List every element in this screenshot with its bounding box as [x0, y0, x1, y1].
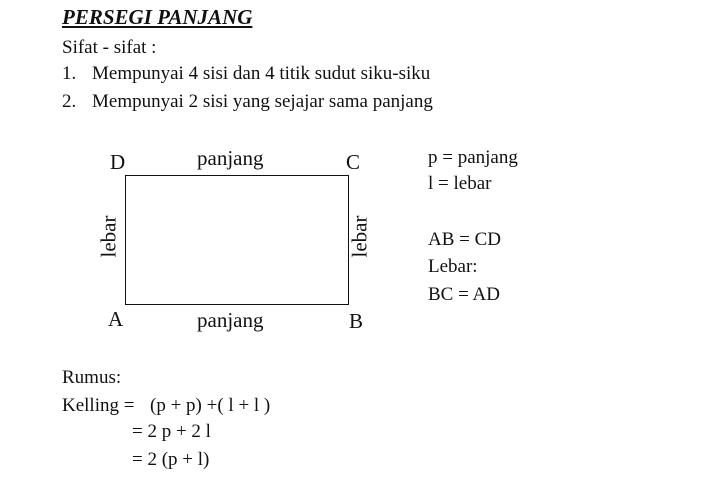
corner-label-b: B [349, 309, 364, 333]
corner-label-d: D [110, 150, 126, 174]
property-text: Mempunyai 2 sisi yang sejajar sama panjang [92, 91, 433, 112]
legend-ab-cd: AB = CD [428, 229, 502, 250]
property-text: Mempunyai 4 sisi dan 4 titik sudut siku-siku [92, 63, 431, 84]
property-number: 1. [62, 63, 77, 84]
legend-p-definition: p = panjang [428, 147, 518, 168]
formula-line-3-expression: = 2 (p + l) [132, 449, 210, 470]
left-side-label: lebar [96, 215, 121, 258]
corner-label-c: C [346, 150, 361, 174]
property-item [62, 63, 430, 85]
rectangle-shape [125, 175, 349, 305]
top-side-label: panjang [197, 146, 264, 170]
legend-lebar-heading: Lebar: [428, 256, 478, 277]
formula-line-1-expression: (p + p) +( l + l ) [150, 395, 271, 416]
property-item [62, 91, 433, 113]
right-side-label: lebar [347, 215, 372, 258]
formula-heading: Rumus: [62, 367, 122, 388]
corner-label-a: A [108, 307, 124, 331]
properties-heading: Sifat - sifat : [62, 37, 157, 58]
property-number: 2. [62, 91, 77, 112]
bottom-side-label: panjang [197, 308, 264, 332]
legend-bc-ad: BC = AD [428, 284, 500, 305]
legend-l-definition: l = lebar [428, 173, 492, 194]
formula-line-2-expression: = 2 p + 2 l [132, 421, 211, 442]
formula-line-1-label: Kelling = [62, 395, 135, 416]
page-title: PERSEGI PANJANG [62, 5, 253, 29]
